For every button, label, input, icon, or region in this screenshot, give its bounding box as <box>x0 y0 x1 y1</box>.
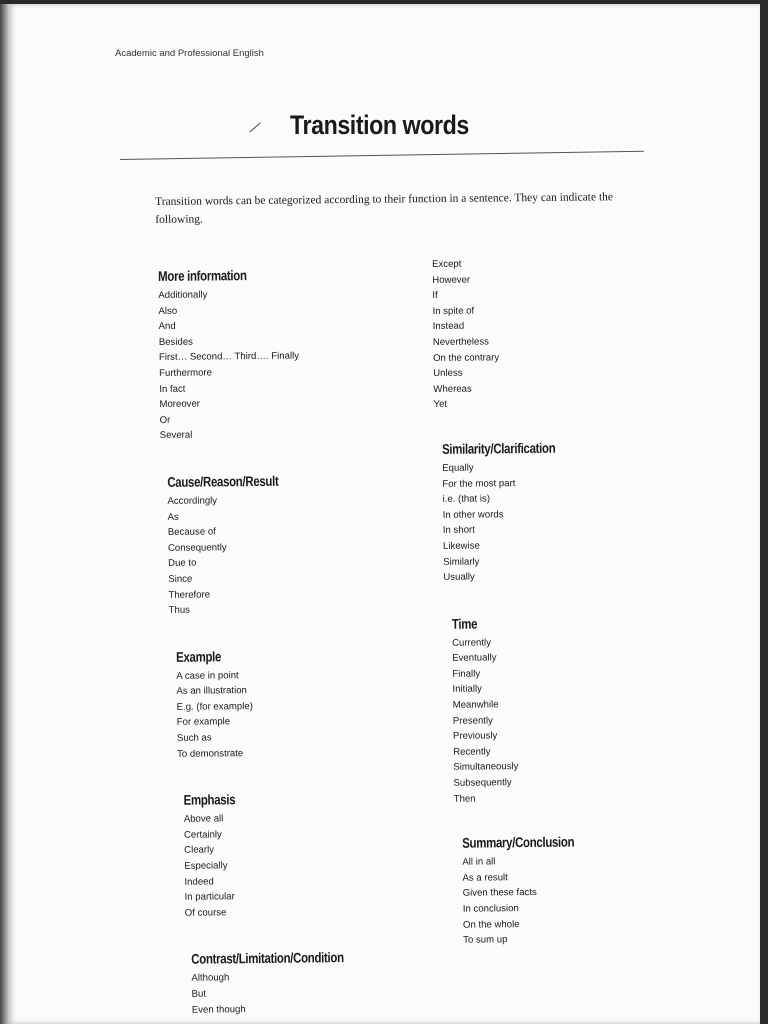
section-contrast-continued <box>432 255 594 413</box>
list-item: Therefore <box>168 588 211 601</box>
list-item: Initially <box>452 683 482 696</box>
list-item: Certainly <box>183 829 222 841</box>
list-item: Whereas <box>433 383 472 395</box>
word-list <box>462 854 600 949</box>
list-item: Equally <box>442 462 474 474</box>
list-item: Clearly <box>184 844 215 857</box>
list-item: Above all <box>183 813 224 826</box>
list-item: Because of <box>167 526 216 539</box>
word-list <box>432 255 594 413</box>
section-more-information <box>158 264 372 444</box>
list-item: If <box>432 290 438 302</box>
section-heading: Similarity/Clarification <box>441 439 556 457</box>
list-item: Of course <box>184 907 227 919</box>
list-item: Several <box>159 429 193 442</box>
list-item: Previously <box>452 730 498 743</box>
list-item: In spite of <box>432 305 475 317</box>
list-item: Then <box>453 793 476 805</box>
list-item: Furthermore <box>159 367 212 379</box>
list-item: To sum up <box>463 934 508 946</box>
list-item: Additionally <box>158 289 208 301</box>
list-item: Even though <box>191 1003 246 1016</box>
list-item: Similarly <box>443 556 480 568</box>
word-list <box>167 492 373 619</box>
list-item: Presently <box>452 715 493 727</box>
list-item: Thus <box>168 604 191 617</box>
list-item: Unless <box>433 367 463 380</box>
list-item: Simultaneously <box>453 761 519 774</box>
list-item: In conclusion <box>462 903 519 915</box>
list-item: Especially <box>184 860 228 872</box>
list-item: Although <box>191 972 230 985</box>
section-example <box>176 644 375 762</box>
section-cause-reason-result <box>167 470 373 619</box>
list-item: Eventually <box>452 652 497 665</box>
word-list <box>158 286 372 444</box>
section-time <box>452 612 599 807</box>
list-item: Subsequently <box>453 777 512 789</box>
list-item: To demonstrate <box>177 747 244 760</box>
list-item: Moreover <box>159 398 201 411</box>
list-item: A case in point <box>176 669 239 682</box>
section-contrast-limitation-condition <box>191 947 378 1018</box>
list-item: E.g. (for example) <box>176 700 253 713</box>
section-heading: Contrast/Limitation/Condition <box>191 949 344 968</box>
list-item: Indeed <box>184 876 214 888</box>
section-heading: Time <box>451 615 478 632</box>
section-similarity-clarification <box>442 437 596 585</box>
list-item: Due to <box>168 557 197 570</box>
list-item: On the whole <box>462 918 520 931</box>
list-item: As a result <box>462 872 508 884</box>
running-head: Academic and Professional English <box>115 48 264 59</box>
list-item: Except <box>432 258 462 270</box>
section-heading: Cause/Reason/Result <box>167 472 279 490</box>
section-emphasis <box>183 788 376 921</box>
list-item: In particular <box>184 891 235 903</box>
list-item: In other words <box>442 508 504 521</box>
list-item: Such as <box>176 732 212 744</box>
list-item: In fact <box>159 383 186 395</box>
word-list <box>442 459 596 585</box>
list-item: Also <box>158 305 178 317</box>
book-page <box>8 4 760 1024</box>
book-binding <box>0 4 8 1024</box>
list-item: First… Second… Third…. Finally <box>158 350 300 364</box>
list-item: Likewise <box>442 540 480 552</box>
list-item: Accordingly <box>167 495 218 507</box>
section-heading: More information <box>158 267 247 284</box>
list-item: In short <box>442 524 475 537</box>
list-item: For example <box>176 716 231 729</box>
list-item: Finally <box>452 668 481 680</box>
section-summary-conclusion <box>462 832 600 949</box>
list-item: For the most part <box>442 477 516 490</box>
list-item: Currently <box>451 637 492 649</box>
word-list <box>191 969 377 1018</box>
page-title: Transition words <box>290 110 469 140</box>
word-list <box>176 666 375 762</box>
intro-paragraph: Transition words can be categorized according to their function in a sentence. They can indicate the following. <box>155 191 614 226</box>
word-list <box>452 634 599 807</box>
list-item: But <box>191 988 207 1000</box>
right-column <box>432 255 600 948</box>
list-item: Given these facts <box>462 887 537 900</box>
list-item: Or <box>159 414 171 426</box>
list-item: Consequently <box>167 542 227 554</box>
list-item: Besides <box>158 336 193 348</box>
list-item: Recently <box>453 746 491 758</box>
list-item: As an illustration <box>176 685 247 698</box>
list-item: i.e. (that is) <box>442 493 491 506</box>
section-heading: Example <box>176 648 222 665</box>
section-heading: Emphasis <box>183 791 236 809</box>
list-item: As <box>167 511 179 523</box>
list-item: Meanwhile <box>452 699 499 711</box>
left-column <box>158 264 378 1018</box>
list-item: Since <box>168 573 193 585</box>
list-item: However <box>432 274 471 286</box>
list-item: On the contrary <box>433 351 500 364</box>
list-item: Instead <box>432 321 465 333</box>
list-item: All in all <box>462 856 496 868</box>
list-item: Yet <box>433 399 448 411</box>
list-item: And <box>158 321 176 333</box>
list-item: Nevertheless <box>432 336 489 348</box>
word-list <box>184 810 377 921</box>
list-item: Usually <box>443 571 475 583</box>
section-heading: Summary/Conclusion <box>462 833 575 851</box>
